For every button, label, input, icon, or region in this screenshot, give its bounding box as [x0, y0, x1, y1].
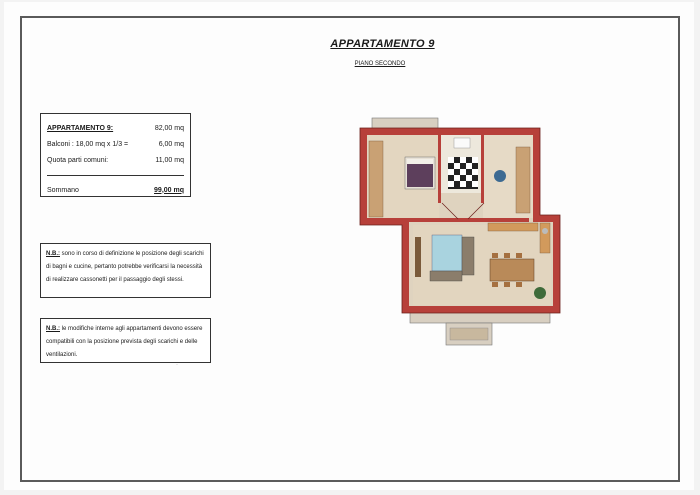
summary-value: 82,00 mq [154, 124, 184, 132]
bathroom-tiles [448, 157, 478, 189]
sofa-2 [430, 271, 462, 281]
wardrobe-2 [516, 147, 530, 213]
scan-mark: · [176, 362, 178, 368]
page-title: APPARTAMENTO 9 [330, 38, 435, 50]
summary-value: 11,00 mq [155, 156, 184, 164]
note-text: le modifiche interne agli appartamenti devono essere compatibili con la posizione prevista degli scarichi e delle ventilazioni. [46, 326, 203, 358]
summary-row [47, 136, 184, 152]
area-summary-table [40, 113, 191, 197]
note-box-modifications [40, 318, 211, 363]
tv-cabinet [415, 237, 421, 277]
plant [534, 287, 546, 299]
wardrobe [369, 141, 383, 217]
summary-total-value: 99,00 mq [154, 186, 184, 194]
washbasin [454, 138, 470, 148]
summary-row [47, 152, 184, 168]
floor-plan-drawing [358, 113, 563, 348]
summary-label: Quota parti comuni: [47, 156, 109, 164]
chair [494, 170, 506, 182]
note-box-drains [40, 243, 211, 298]
summary-row [47, 120, 184, 136]
note-text: sono in corso di definizione le posizione degli scarichi di bagni e cucine, pertanto potrebbe verificarsi la necessità di realizzare cassonetti per il passaggio degli stessi. [46, 251, 204, 283]
page-subtitle: PIANO SECONDO [354, 61, 406, 67]
rug [432, 235, 462, 271]
summary-value: 6,00 mq [158, 140, 184, 148]
summary-divider [47, 175, 184, 176]
note-prefix: N.B.: [46, 251, 60, 257]
dining-table [490, 259, 534, 281]
kitchen-counter [488, 223, 538, 231]
sofa [462, 237, 474, 275]
summary-label: Balconi : 18,00 mq x 1/3 = [47, 140, 129, 148]
summary-total-label: Sommano [47, 186, 79, 194]
summary-label: APPARTAMENTO 9: [47, 124, 114, 132]
summary-total-row [47, 182, 184, 198]
note-prefix: N.B.: [46, 326, 60, 332]
